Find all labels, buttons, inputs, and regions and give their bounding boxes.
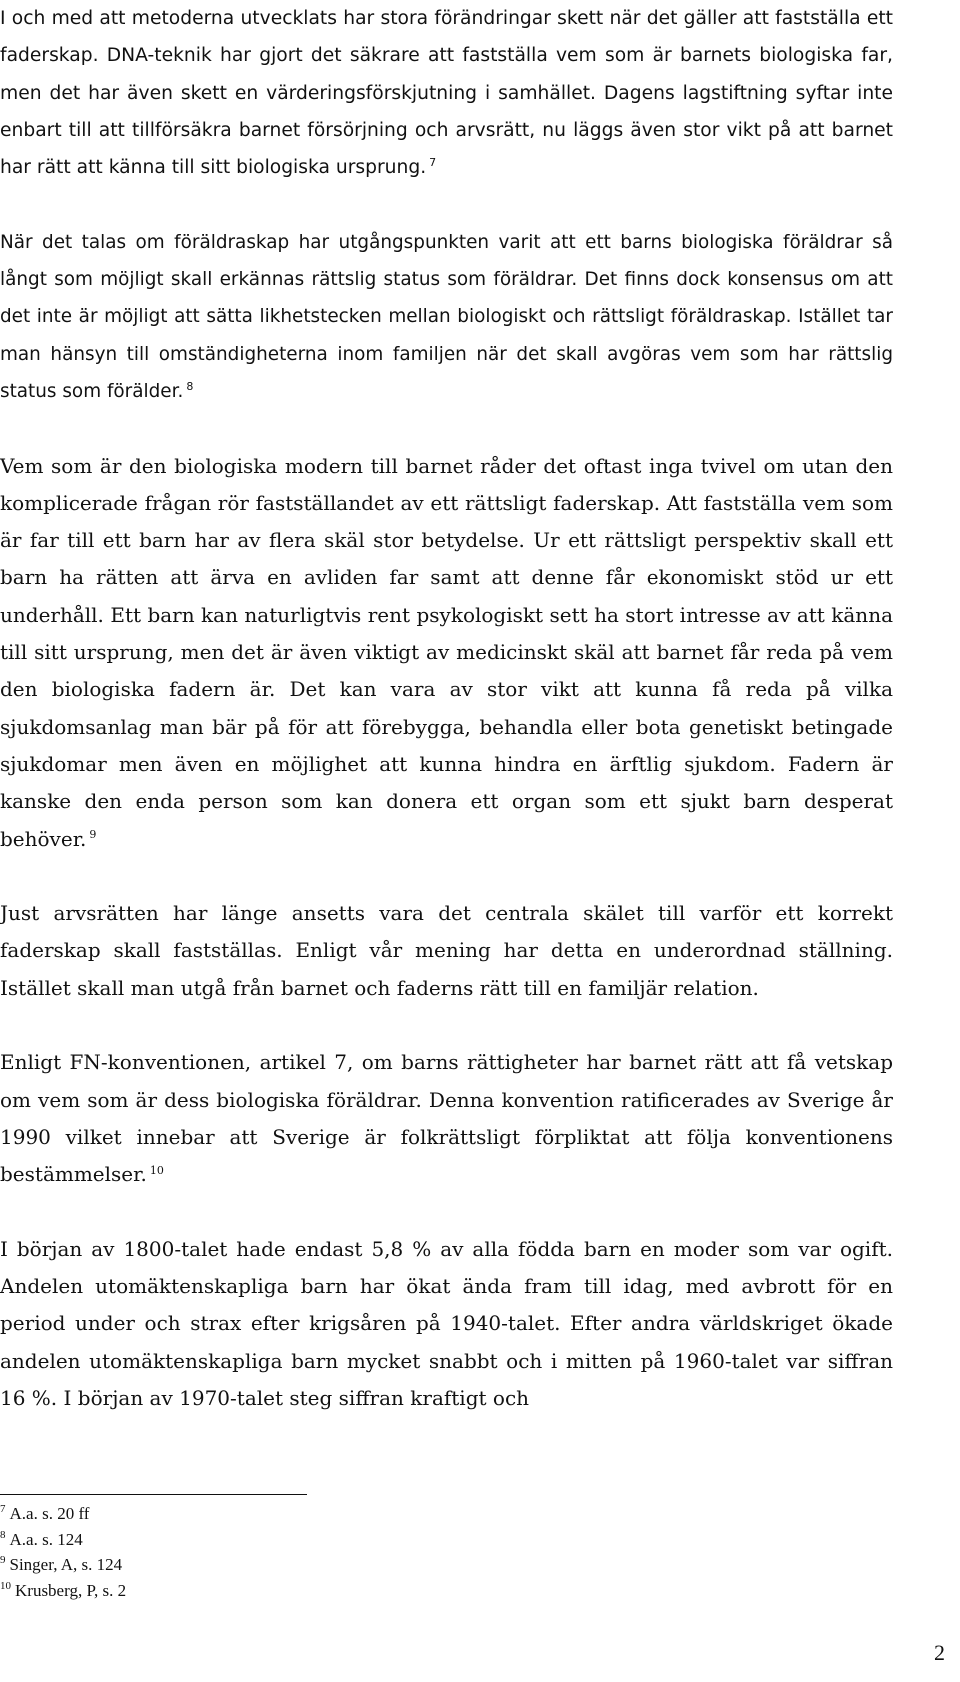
footnote-number: 10 [0,1579,11,1592]
paragraph-text: Just arvsrätten har länge ansetts vara det centrala skälet till varför ett korrekt faderskap skall fastställas. Enligt vår mening har detta en underordnad ställning. Istället skall man utgå från barnet och faderns rätt till en familjär relation. [0,901,893,1000]
footnote-ref: 10 [149,1163,164,1177]
footnote-item [0,1527,500,1553]
paragraph-3 [0,448,893,858]
paragraph-text: I början av 1800-talet hade endast 5,8 % av alla födda barn en moder som var ogift. Andelen utomäktenskapliga barn har ökat ända fram till idag, med avbrott för en period under och strax efter krigsåren på 1940-talet. Efter andra världskriget ökade andelen utomäktenskapliga barn mycket snabbt och i mitten på 1960-talet var siffran 16 %. I början av 1970-talet steg siffran kraftigt och [0,1236,893,1410]
footnote-ref: 9 [89,827,97,841]
footnote-ref: 8 [186,379,194,393]
paragraph-text: I och med att metoderna utvecklats har stora förändringar skett när det gäller att fastställa ett faderskap. DNA-teknik har gjort det säkrare att fastställa vem som är barnets biologiska far, men det har även skett en värderingsförskjutning i samhället. Dagens lagstiftning syftar inte enbart till att tillförsäkra barnet försörjning och arvsrätt, nu läggs även stor vikt på att barnet har rätt att känna till sitt biologiska ursprung. [0,8,893,179]
footnote-item [0,1552,500,1578]
paragraph-5 [0,1044,893,1193]
paragraph-text: Vem som är den biologiska modern till barnet råder det oftast inga tvivel om utan den komplicerade frågan rör fastställandet av ett rättsligt faderskap. Att fastställa vem som är far till ett barn har av flera skäl stor betydelse. Ur ett rättsligt perspektiv skall ett barn ha rätten att ärva en avliden far samt att denne får ekonomiskt stöd ur ett underhåll. Ett barn kan naturligtvis rent psykologiskt sett ha stort intresse av att känna till sitt ursprung, men det är även viktigt av medicinskt skäl att barnet får reda på vem den biologiska fadern är. Det kan vara av stor vikt att kunna få reda på vilka sjukdomsanlag man bär på för att förebygga, behandla eller bota genetiskt betingade sjukdomar men även en möjlighet att kunna hindra en ärftlig sjukdom. Fadern är kanske den enda person som kan donera ett organ som ett sjukt barn desperat behöver. [0,453,893,851]
footnote-text: A.a. s. 20 ff [9,1504,90,1523]
paragraph-2 [0,224,893,410]
page-number: 2 [934,1640,945,1665]
paragraph-6 [0,1231,893,1417]
footnote-text: Krusberg, P, s. 2 [15,1580,127,1600]
footnote-number: 8 [0,1528,6,1541]
footnote-number: 7 [0,1503,6,1516]
footnote-text: Singer, A, s. 124 [9,1555,123,1574]
footnote-ref: 7 [429,155,437,169]
footnote-number: 9 [0,1554,6,1567]
footnote-text: A.a. s. 124 [9,1529,83,1549]
paragraph-1 [0,0,893,186]
paragraph-4 [0,895,893,1007]
paragraph-text: När det talas om föräldraskap har utgångspunkten varit att ett barns biologiska föräldrar så långt som möjligt skall erkännas rättslig status som föräldrar. Det finns dock konsensus om att det inte är möjligt att sätta likhetstecken mellan biologiskt och rättsligt föräldraskap. Istället tar man hänsyn till omständigheterna inom familjen när det skall avgöras vem som har rättslig status som förälder. [0,231,893,402]
footnotes [0,1501,500,1603]
footnote-item [0,1501,500,1527]
paragraph-text: Enligt FN-konventionen, artikel 7, om barns rättigheter har barnet rätt att få vetskap om vem som är dess biologiska föräldrar. Denna konvention ratificerades av Sverige år 1990 vilket innebar att Sverige är folkrättsligt förpliktat att följa konventionens bestämmelser. [0,1050,893,1187]
footnote-item [0,1578,500,1604]
footnote-separator [0,1494,307,1495]
